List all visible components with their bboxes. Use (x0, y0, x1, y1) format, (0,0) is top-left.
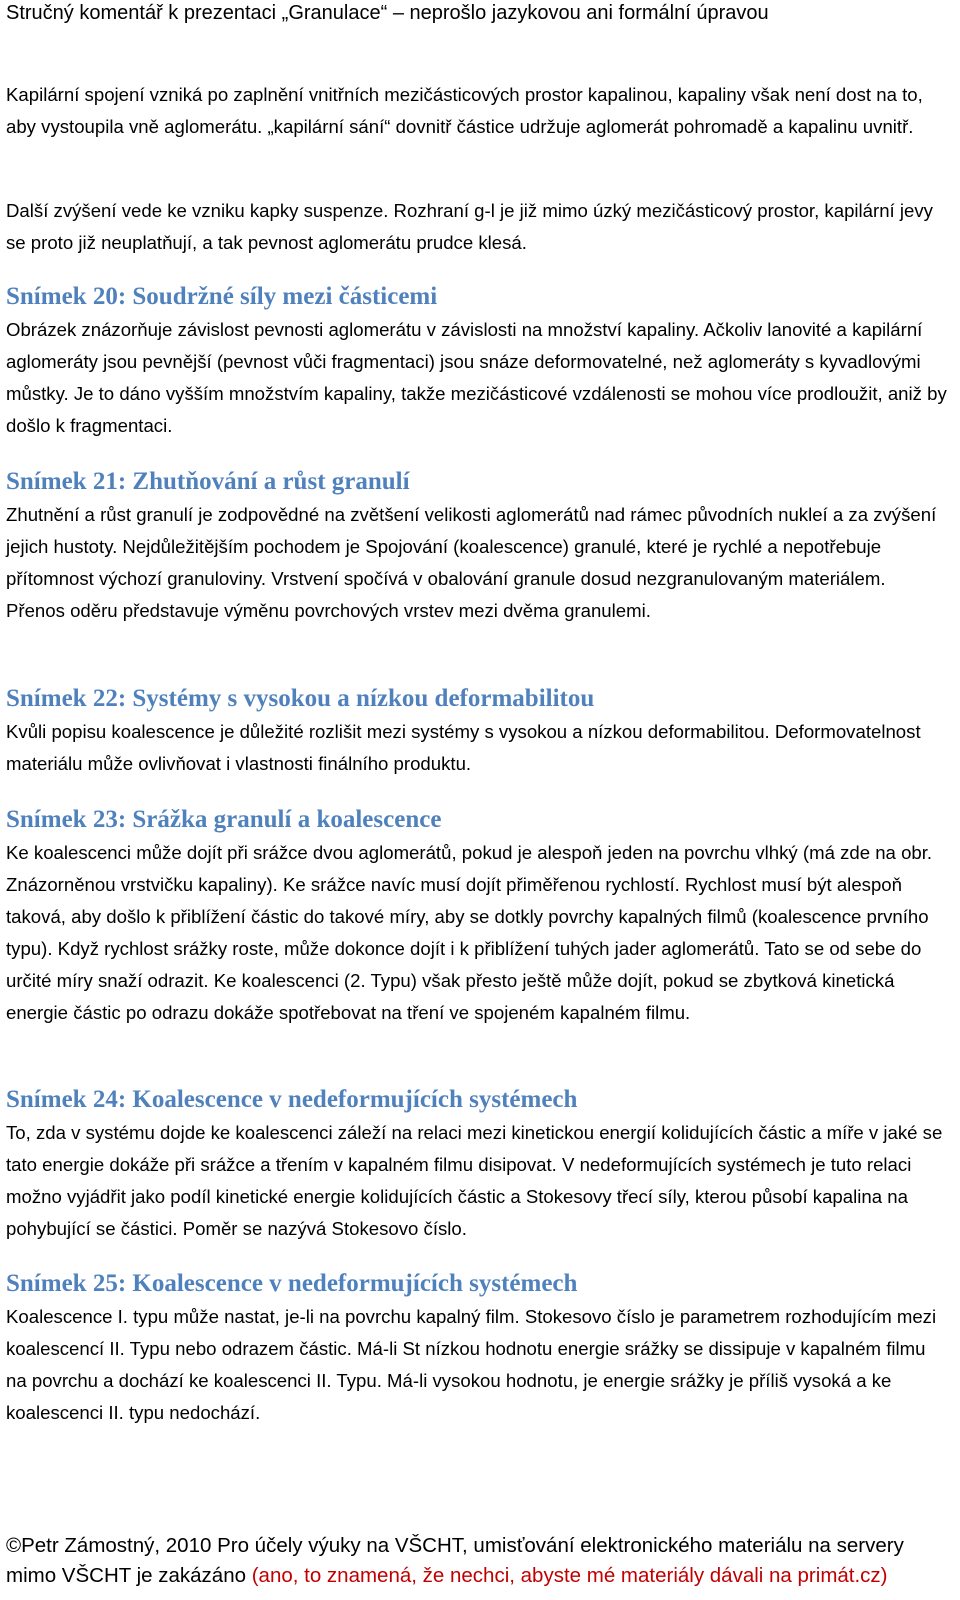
section-heading: Snímek 24: Koalescence v nedeformujících systémech (6, 1086, 578, 1113)
intro-paragraph-1 (6, 79, 948, 143)
paragraph-text: Další zvýšení vede ke vzniku kapky suspenze. Rozhraní g-l je již mimo úzký mezičásticový prostor, kapilární jevy se proto již neuplatňují, a tak pevnost aglomerátu prudce klesá. (6, 200, 933, 253)
footer-warning: (ano, to znamená, že nechci, abyste mé materiály dávali na primát.cz) (251, 1564, 888, 1587)
section-heading: Snímek 20: Soudržné síly mezi částicemi (6, 283, 438, 310)
paragraph-text: Kapilární spojení vzniká po zaplnění vnitřních mezičásticových prostor kapalinou, kapaliny však není dost na to, aby vystoupila vně aglomerátu. „kapilární sání“ dovnitř částice udržuje aglomerát pohromadě a kapalinu uvnitř. (6, 84, 923, 137)
section-snimek-21 (6, 466, 948, 627)
section-text: Kvůli popisu koalescence je důležité rozlišit mezi systémy s vysokou a nízkou deformabilitou. Deformovatelnost materiálu může ovlivňovat i vlastnosti finálního produktu. (6, 721, 921, 774)
copyright-text: ©Petr Zámostný, 2010 Pro účely výuky na VŠCHT, umisťování elektronického materiálu na servery mimo VŠCHT je zakázáno (6, 1534, 904, 1587)
page-footer (6, 1531, 948, 1591)
section-text: To, zda v systému dojde ke koalescenci záleží na relaci mezi kinetickou energií kolidujících částic a míře v jaké se tato energie dokáže při srážce a třením v kapalném filmu disipovat. V nedeformujících systémech je tuto relaci možno vyjádřit jako podíl kinetické energie kolidujících částic a Stokesovy třecí síly, kterou působí kapalina na pohybující se částici. Poměr se nazývá Stokesovo číslo. (6, 1122, 943, 1239)
section-text: Koalescence I. typu může nastat, je-li na povrchu kapalný film. Stokesovo číslo je parametrem rozhodujícím mezi koalescencí II. Typu nebo odrazem částic. Má-li St nízkou hodnotu energie srážky se dissipuje v kapalném filmu na povrchu a dochází ke koalescenci II. Typu. Má-li vysokou hodnotu, je energie srážky je příliš vysoká a ke koalescenci II. typu nedochází. (6, 1306, 937, 1423)
intro-paragraph-2 (6, 195, 948, 259)
section-snimek-22 (6, 683, 948, 780)
section-text: Zhutnění a růst granulí je zodpovědné na zvětšení velikosti aglomerátů nad rámec původních nukleí a za zvýšení jejich hustoty. Nejdůležitějším pochodem je Spojování (koalescence) granulé, které je rychlé a nepotřebuje přítomnost výchozí granuloviny. Vrstvení spočívá v obalování granule dosud nezgranulovaným materiálem. Přenos oděru představuje výměnu povrchových vrstev mezi dvěma granulemi. (6, 504, 937, 621)
section-snimek-23 (6, 804, 948, 1029)
section-heading: Snímek 25: Koalescence v nedeformujících systémech (6, 1270, 578, 1297)
section-heading: Snímek 22: Systémy s vysokou a nízkou deformabilitou (6, 685, 595, 712)
section-text: Ke koalescenci může dojít při srážce dvou aglomerátů, pokud je alespoň jeden na povrchu vlhký (má zde na obr. Znázorněnou vrstvičku kapaliny). Ke srážce navíc musí dojít přiměřenou rychlostí. Rychlost musí být alespoň taková, aby došlo k přiblížení částic do takové míry, aby se dotkly povrchy kapalných filmů (koalescence prvního typu). Když rychlost srážky roste, může dokonce dojít i k přiblížení tuhých jader aglomerátů. Tato se od sebe do určité míry snaží odrazit. Ke koalescenci (2. Typu) však přesto ještě může dojít, pokud se zbytková kinetická energie částic po odrazu dokáže spotřebovat na tření ve spojeném kapalném filmu. (6, 842, 933, 1023)
section-heading: Snímek 21: Zhutňování a růst granulí (6, 468, 410, 495)
section-snimek-20 (6, 281, 948, 442)
section-heading: Snímek 23: Srážka granulí a koalescence (6, 806, 442, 833)
section-snimek-25 (6, 1268, 948, 1429)
page-header: Stručný komentář k prezentaci „Granulace“ – neprošlo jazykovou ani formální úpravou (6, 2, 769, 24)
section-text: Obrázek znázorňuje závislost pevnosti aglomerátu v závislosti na množství kapaliny. Ačkoliv lanovité a kapilární aglomeráty jsou pevnější (pevnost vůči fragmentaci) jsou snáze deformovatelné, než aglomeráty s kyvadlovými můstky. Je to dáno vyšším množstvím kapaliny, takže mezičásticové vzdálenosti se mohou více prodloužit, aniž by došlo k fragmentaci. (6, 319, 947, 436)
section-snimek-24 (6, 1084, 948, 1245)
